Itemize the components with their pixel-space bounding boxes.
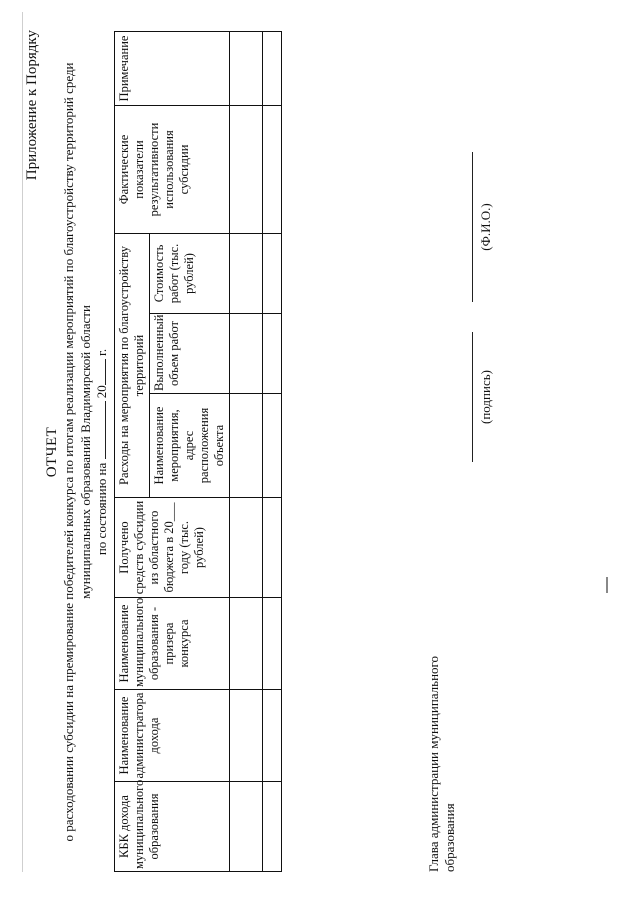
table-cell bbox=[263, 598, 282, 690]
table-cell bbox=[230, 31, 263, 105]
signatory-position: Глава администрации муниципального образования bbox=[426, 655, 457, 872]
table-cell bbox=[263, 394, 282, 498]
date-year-prefix: 20 bbox=[94, 385, 109, 399]
signature-label: (подпись) bbox=[478, 370, 493, 424]
table-cell bbox=[263, 314, 282, 394]
table-cell bbox=[230, 314, 263, 394]
date-prefix: по состоянию на bbox=[94, 462, 109, 556]
table-row bbox=[263, 31, 282, 871]
subheader-event-name: Наименование мероприятия, адрес расположения объекта bbox=[150, 394, 230, 498]
table-cell bbox=[230, 598, 263, 690]
table-cell bbox=[263, 233, 282, 313]
header-expenses: Расходы на мероприятия по благоустройству территорий bbox=[115, 233, 150, 497]
table-cell bbox=[230, 105, 263, 233]
header-administrator: Наименование администратора дохода bbox=[115, 690, 230, 782]
table-cell bbox=[263, 690, 282, 782]
name-line bbox=[472, 152, 473, 302]
table-cell bbox=[230, 498, 263, 598]
document-page bbox=[20, 22, 620, 882]
table-cell bbox=[263, 31, 282, 105]
table-row bbox=[230, 31, 263, 871]
report-table bbox=[114, 31, 282, 872]
name-label: (Ф.И.О.) bbox=[478, 203, 493, 251]
table-cell bbox=[263, 782, 282, 872]
subheader-work-cost: Стоимость работ (тыс. рублей) bbox=[150, 233, 230, 313]
table-cell bbox=[230, 690, 263, 782]
table-cell bbox=[230, 233, 263, 313]
header-municipality: Наименование муниципального образования - призера конкурса bbox=[115, 598, 230, 690]
subheader-work-volume: Выполненный объем работ bbox=[150, 314, 230, 394]
scan-mark bbox=[606, 577, 608, 593]
header-kbk: КБК дохода муниципального образования bbox=[115, 782, 230, 872]
report-title: ОТЧЕТ bbox=[44, 426, 60, 478]
table-cell bbox=[263, 498, 282, 598]
date-blank bbox=[93, 401, 106, 459]
table-cell bbox=[263, 105, 282, 233]
table-cell bbox=[230, 782, 263, 872]
header-indicators: Фактические показатели результативности использования субсидии bbox=[115, 105, 230, 233]
year-blank bbox=[93, 359, 106, 385]
appendix-label: Приложение к Порядку bbox=[24, 30, 40, 181]
date-suffix: г. bbox=[94, 348, 109, 356]
table-cell bbox=[230, 394, 263, 498]
report-date-line bbox=[93, 22, 110, 882]
table-header-row bbox=[115, 31, 150, 871]
signature-line bbox=[472, 332, 473, 462]
report-subtitle: о расходовании субсидии на премирование победителей конкурса по итогам реализации мероприятий по благоустройству территорий среди муниципальных образований Владимирской области bbox=[61, 62, 93, 842]
header-received-funds: Получено средств субсидии из областного бюджета в 20___ году (тыс. рублей) bbox=[115, 498, 230, 598]
header-note: Примечание bbox=[115, 31, 230, 105]
